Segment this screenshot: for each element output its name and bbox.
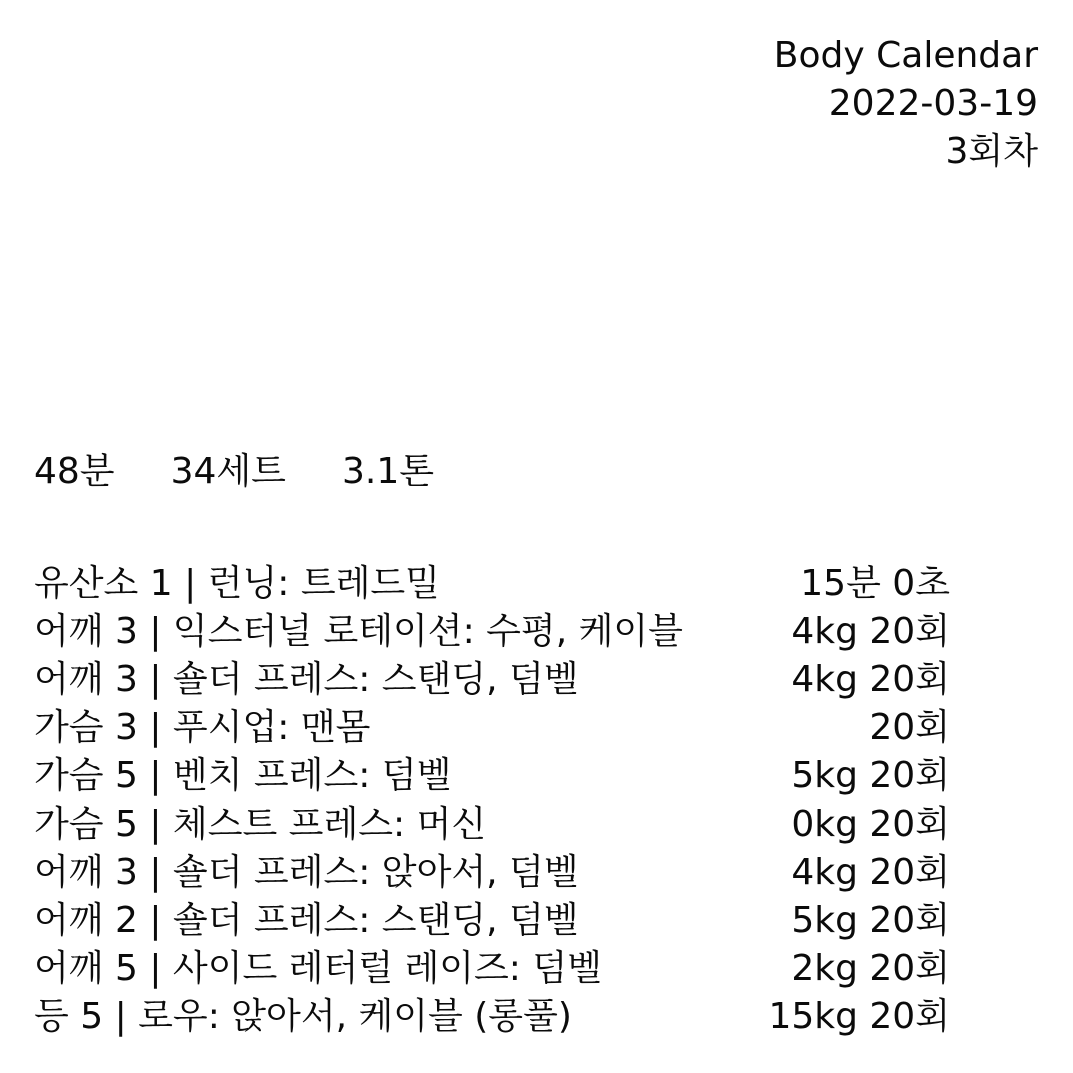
total-sets: 34세트 bbox=[170, 450, 286, 492]
total-duration: 48분 bbox=[34, 450, 115, 492]
exercise-row bbox=[34, 749, 950, 797]
header bbox=[774, 32, 1038, 176]
exercise-result: 15분 0초 bbox=[800, 562, 950, 604]
exercise-name: 가슴 5 | 벤치 프레스: 덤벨 bbox=[34, 755, 452, 797]
exercise-result: 15kg 20회 bbox=[768, 996, 950, 1038]
exercise-row bbox=[34, 556, 950, 604]
exercise-row bbox=[34, 604, 950, 652]
exercise-result: 0kg 20회 bbox=[791, 803, 950, 845]
exercise-result: 4kg 20회 bbox=[791, 610, 950, 652]
total-volume: 3.1톤 bbox=[341, 450, 434, 492]
exercise-name: 어깨 3 | 익스터널 로테이션: 수평, 케이블 bbox=[34, 610, 683, 652]
exercise-name: 어깨 2 | 숄더 프레스: 스탠딩, 덤벨 bbox=[34, 899, 579, 941]
exercise-result: 20회 bbox=[869, 707, 950, 749]
workout-summary bbox=[34, 444, 434, 492]
exercise-row bbox=[34, 797, 950, 845]
session-date: 2022-03-19 bbox=[828, 83, 1038, 124]
exercise-row bbox=[34, 893, 950, 941]
exercise-name: 가슴 5 | 체스트 프레스: 머신 bbox=[34, 803, 487, 845]
exercise-row bbox=[34, 942, 950, 990]
exercise-name: 등 5 | 로우: 앉아서, 케이블 (롱풀) bbox=[34, 996, 572, 1038]
exercise-name: 어깨 3 | 숄더 프레스: 앉아서, 덤벨 bbox=[34, 851, 579, 893]
exercise-result: 5kg 20회 bbox=[791, 755, 950, 797]
session-count: 3회차 bbox=[945, 131, 1038, 172]
exercise-list bbox=[34, 556, 950, 1038]
app-title: Body Calendar bbox=[773, 35, 1038, 76]
exercise-result: 5kg 20회 bbox=[791, 899, 950, 941]
exercise-row bbox=[34, 990, 950, 1038]
exercise-result: 2kg 20회 bbox=[791, 948, 950, 990]
exercise-name: 가슴 3 | 푸시업: 맨몸 bbox=[34, 707, 371, 749]
exercise-row bbox=[34, 652, 950, 700]
exercise-row bbox=[34, 845, 950, 893]
exercise-result: 4kg 20회 bbox=[791, 658, 950, 700]
exercise-name: 유산소 1 | 런닝: 트레드밀 bbox=[34, 562, 440, 604]
exercise-row bbox=[34, 701, 950, 749]
exercise-result: 4kg 20회 bbox=[791, 851, 950, 893]
exercise-name: 어깨 5 | 사이드 레터럴 레이즈: 덤벨 bbox=[34, 948, 602, 990]
exercise-name: 어깨 3 | 숄더 프레스: 스탠딩, 덤벨 bbox=[34, 658, 579, 700]
